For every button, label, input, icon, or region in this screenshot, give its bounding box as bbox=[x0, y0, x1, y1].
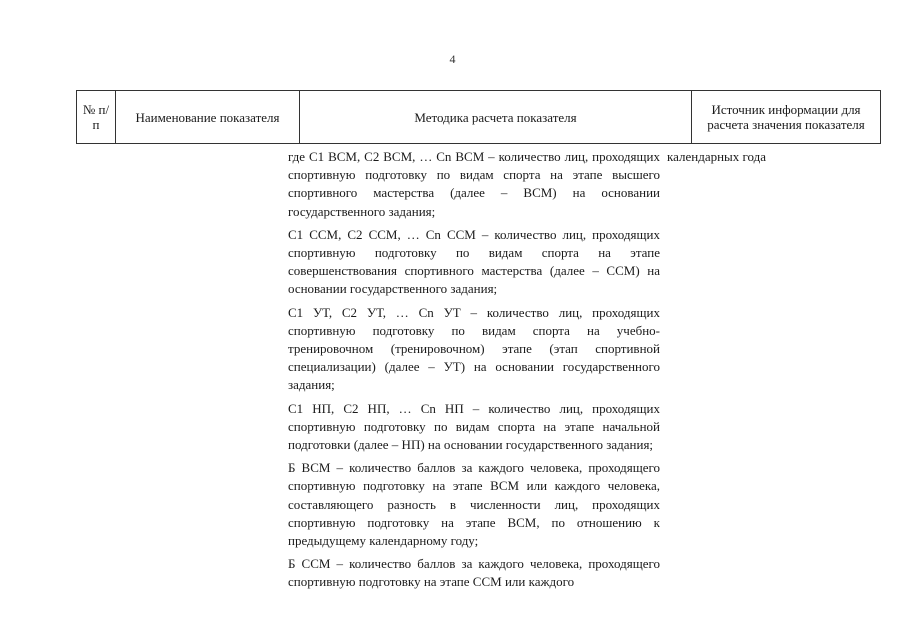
indicator-table-header bbox=[76, 90, 881, 144]
header-info-source: Источник информации для расчета значения показателя bbox=[692, 91, 881, 144]
table-header-row bbox=[77, 91, 881, 144]
method-paragraph: Б ВСМ – количество баллов за каждого человека, проходящего спортивную подготовку на этапе ВСМ или каждого человека, составляющего разность в численности лиц, проходящих спортивную подготовку на этапе ВСМ, по отношению к предыдущему календарному году; bbox=[288, 460, 660, 549]
info-source-text: календарных года bbox=[667, 149, 767, 164]
method-paragraph: Б ССМ – количество баллов за каждого человека, проходящего спортивную подготовку на этапе ССМ или каждого bbox=[288, 556, 660, 590]
method-paragraph: С1 УТ, С2 УТ, … Сn УТ – количество лиц, проходящих спортивную подготовку по видам спорта на учебно-тренировочном (тренировочном) этапе (этап спортивной специализации) (далее – УТ) на основании государственного задания; bbox=[288, 304, 660, 393]
method-paragraph: С1 ССМ, С2 ССМ, … Сn ССМ – количество лиц, проходящих спортивную подготовку по видам спорта на этапе совершенствования спортивного мастерства (далее – ССМ) на основании государственного задания; bbox=[288, 226, 660, 297]
header-num: № п/п bbox=[77, 91, 116, 144]
header-calculation-method: Методика расчета показателя bbox=[300, 91, 692, 144]
page-number: 4 bbox=[449, 52, 456, 66]
calculation-method-text bbox=[288, 148, 660, 597]
method-paragraph: С1 НП, С2 НП, … Сn НП – количество лиц, проходящих спортивную подготовку по видам спорта на этапе начальной подготовки (далее – НП) на основании государственного задания; bbox=[288, 400, 660, 453]
header-indicator-name: Наименование показателя bbox=[116, 91, 300, 144]
method-paragraph: где С1 ВСМ, С2 ВСМ, … Сn ВСМ – количество лиц, проходящих спортивную подготовку по видам спорта на этапе высшего спортивного мастерства (далее – ВСМ) на основании государственного задания; bbox=[288, 149, 660, 219]
